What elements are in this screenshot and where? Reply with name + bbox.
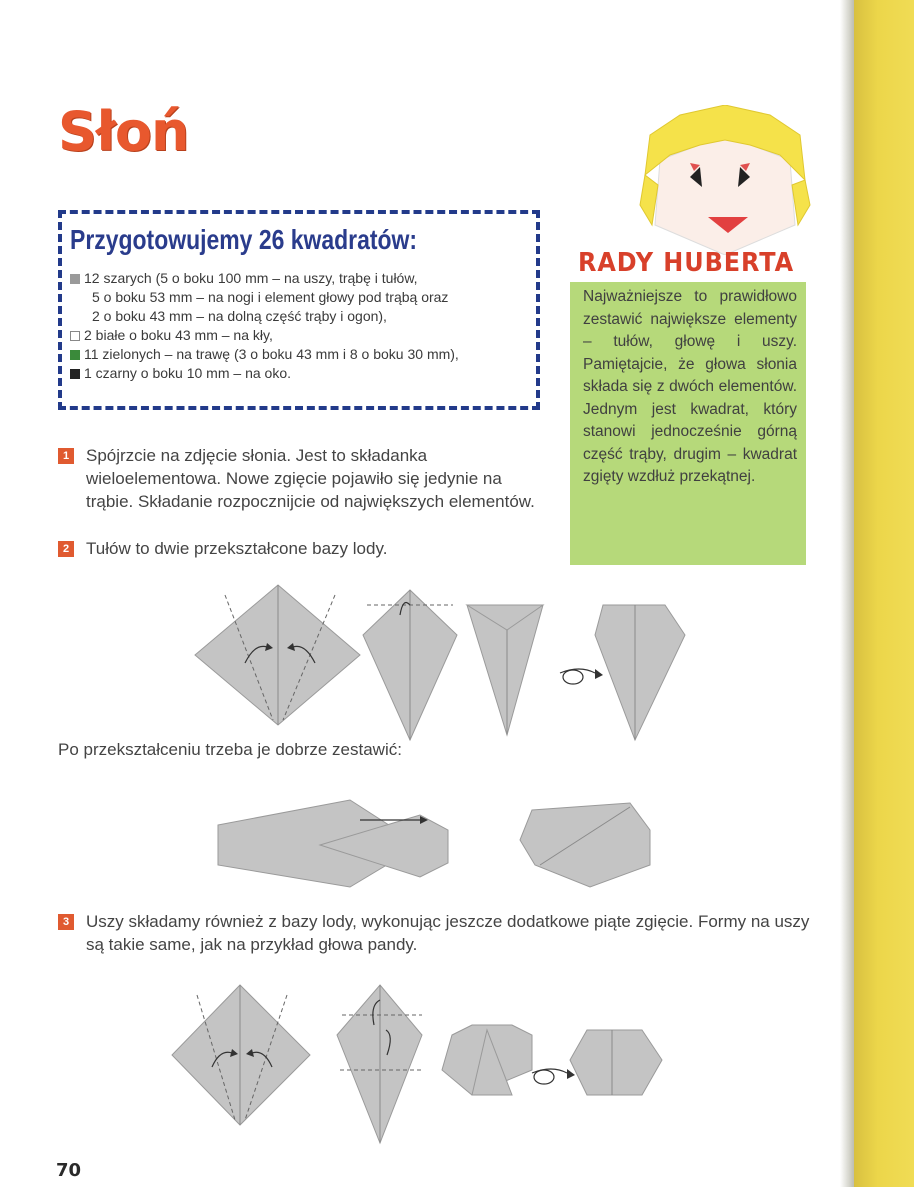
white-swatch-icon [70, 331, 80, 341]
step-text: Uszy składamy również z bazy lody, wykonując jeszcze dodatkowe piąte zgięcie. Formy na uszy są takie same, jak na przykład głowa pandy. [86, 912, 810, 954]
step-text: Spójrzcie na zdjęcie słonia. Jest to składanka wieloelementowa. Nowe zgięcie pojawiło się jedynie na trąbie. Składanie rozpocznijcie od największych elementów. [86, 446, 535, 511]
green-swatch-icon [70, 350, 80, 360]
fold-diagram-ears [172, 985, 672, 1145]
step-number-badge: 2 [58, 541, 74, 557]
materials-item: 11 zielonych – na trawę (3 o boku 43 mm i 8 o boku 30 mm), [70, 345, 459, 364]
page-title: Słoń [58, 100, 189, 163]
fold-diagram-body [195, 585, 715, 735]
assembly-caption: Po przekształceniu trzeba je dobrze zestawić: [58, 740, 402, 759]
materials-item: 12 szarych (5 o boku 100 mm – na uszy, trąbę i tułów, [70, 269, 459, 288]
step-number-badge: 3 [58, 914, 74, 930]
page-gutter [840, 0, 854, 1187]
step-number-badge: 1 [58, 448, 74, 464]
black-swatch-icon [70, 369, 80, 379]
tip-heading: RADY HUBERTA [578, 248, 795, 278]
step-1 [58, 444, 538, 513]
hubert-face-icon [630, 105, 820, 255]
page-number: 70 [56, 1160, 82, 1181]
step-3 [58, 910, 818, 956]
tip-text: Najważniejsze to prawidłowo zestawić największe elementy – tułów, głowę i uszy. Pamiętajcie, że głowa słonia składa się z dwóch elementów. Jednym jest kwadrat, który stanowi jednocześnie górną część trąby, drugim – kwadrat zgięty wzdłuż przekątnej. [583, 288, 797, 485]
materials-list [70, 269, 459, 383]
step-2 [58, 537, 538, 560]
materials-item: 2 o boku 43 mm – na dolną część trąby i ogon), [92, 308, 387, 324]
materials-item: 2 białe o boku 43 mm – na kły, [70, 326, 459, 345]
materials-box [58, 210, 540, 410]
gray-swatch-icon [70, 274, 80, 284]
materials-heading: Przygotowujemy 26 kwadratów: [70, 224, 418, 255]
assembly-diagram [210, 795, 670, 895]
materials-item: 1 czarny o boku 10 mm – na oko. [70, 364, 459, 383]
step-text: Tułów to dwie przekształcone bazy lody. [86, 539, 388, 558]
yellow-side-strip [854, 0, 914, 1187]
materials-item: 5 o boku 53 mm – na nogi i element głowy pod trąbą oraz [92, 289, 449, 305]
